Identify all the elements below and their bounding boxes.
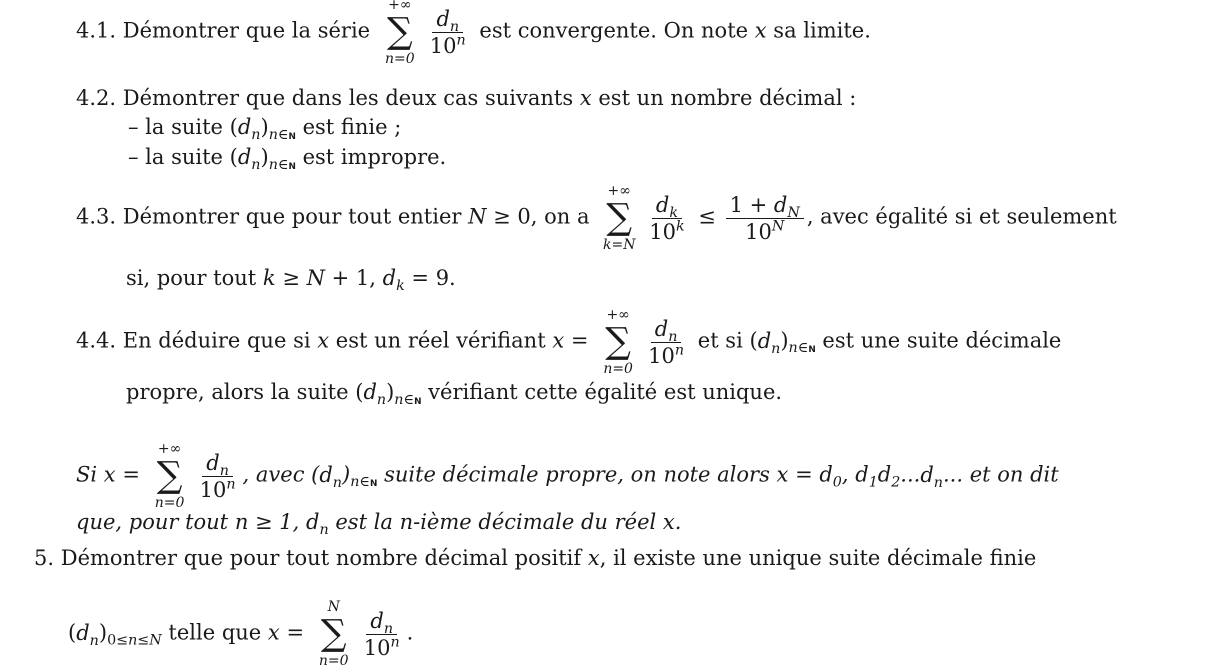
remark-text: est la n-ième décimale du réel xyxy=(335,510,657,534)
math-variable: x xyxy=(317,328,330,353)
question-text: En déduire que si xyxy=(122,328,311,353)
bullet-text: est impropre. xyxy=(302,145,447,169)
question-text: il existe une unique suite décimale finie xyxy=(613,546,1037,570)
sum-operator: +∞ ∑ n=0 xyxy=(603,307,633,377)
question-text: avec égalité si et seulement xyxy=(820,204,1117,229)
question-text: est un nombre décimal : xyxy=(598,86,857,110)
question-text: et si xyxy=(697,328,743,353)
sum-operator: +∞ ∑ n=0 xyxy=(154,441,185,511)
fraction-dn-over-10n: $\frac{d_n}{10^n}$ xyxy=(199,450,236,502)
sum-operator: +∞ ∑ k=N xyxy=(602,183,636,253)
remark-text: et on dit xyxy=(969,462,1059,487)
fraction-dn-over-10n: $\frac{d_n}{10^n}$ xyxy=(429,6,466,58)
question-4-3: 4.3. Démontrer que pour tout entier N ≥ 0, on a +∞ ∑ k=N $\frac{d_k}{10^k}$ ≤ $\frac{1 + d_N}{10^N}$ , avec égalité si et seulement xyxy=(76,183,1117,253)
question-4-1 xyxy=(76,0,871,67)
question-text: telle que xyxy=(168,620,262,645)
question-text: Démontrer que dans les deux cas suivants xyxy=(122,86,574,110)
question-text: Démontrer que la série xyxy=(122,18,371,43)
question-text: est convergente. On note xyxy=(479,18,749,43)
question-number: 4.1. xyxy=(76,18,117,43)
math-variable: x xyxy=(579,86,592,110)
fraction-dn-over-10n: $\frac{d_n}{10^n}$ xyxy=(648,316,685,368)
question-text: Démontrer que pour tout nombre décimal positif xyxy=(60,546,582,570)
question-4-4: 4.4. En déduire que si x est un réel vérifiant x = +∞ ∑ n=0 $\frac{d_n}{10^n}$ et si $(d_n)_{n\in N}$ est une suite décimale xyxy=(76,307,1062,377)
remark-text: Si xyxy=(76,462,98,487)
bullet-item: – la suite $(d_n)_{n\in N}$ est impropre. xyxy=(128,145,447,173)
question-text: est un réel vérifiant xyxy=(335,328,546,353)
question-4-2 xyxy=(76,88,856,109)
question-text: Démontrer que pour tout entier xyxy=(122,204,462,229)
question-number: 4.3. xyxy=(76,204,117,229)
remark-line-2: que, pour tout n ≥ 1, $d_n$ est la n-ième décimale du réel x. xyxy=(76,510,682,538)
remark-text: suite décimale propre, on note alors xyxy=(384,462,770,487)
question-text: on a xyxy=(544,204,590,229)
fraction-dn-over-10n: $\frac{d_n}{10^n}$ xyxy=(363,608,400,660)
question-text: si, pour tout xyxy=(126,266,257,290)
remark-line-1: Si x = +∞ ∑ n=0 $\frac{d_n}{10^n}$ , avec $(d_n)_{n\in N}$ suite décimale propre, on note alors $x = d_0$, $d_1d_2...d_n$... et on dit xyxy=(76,441,1059,511)
bullet-item: – la suite $(d_n)_{n\in N}$ est finie ; xyxy=(128,115,402,143)
remark-text: avec xyxy=(255,462,305,487)
question-4-4-continuation: propre, alors la suite $(d_n)_{n\in N}$ vérifiant cette égalité est unique. xyxy=(126,380,783,408)
question-4-3-continuation: si, pour tout k ≥ N + 1, $d_k = 9$. xyxy=(126,266,456,294)
remark-text: que, pour tout xyxy=(76,510,229,534)
sum-operator: +∞ ∑ n=0 xyxy=(384,0,415,67)
fraction-dk-over-10k: $\frac{d_k}{10^k}$ xyxy=(649,192,685,244)
question-5-continuation: $(d_n)_{0\le n\le N}$ telle que x = N ∑ n=0 $\frac{d_n}{10^n}$ . xyxy=(68,599,414,669)
question-5: 5. Démontrer que pour tout nombre décimal positif x, il existe une unique suite décimale finie xyxy=(34,546,1037,570)
question-text: vérifiant cette égalité est unique. xyxy=(428,380,783,404)
math-variable: x xyxy=(754,18,767,43)
fraction-1-plus-dN-over-10N: $\frac{1 + d_N}{10^N}$ xyxy=(726,194,804,243)
question-text: sa limite. xyxy=(773,18,871,43)
question-text: est une suite décimale xyxy=(822,328,1062,353)
question-number: 4.2. xyxy=(76,86,117,110)
question-text: propre, alors la suite xyxy=(126,380,349,404)
question-number: 5. xyxy=(34,546,55,570)
question-number: 4.4. xyxy=(76,328,117,353)
bullet-text: est finie ; xyxy=(302,115,402,139)
sum-operator: N ∑ n=0 xyxy=(318,599,349,669)
